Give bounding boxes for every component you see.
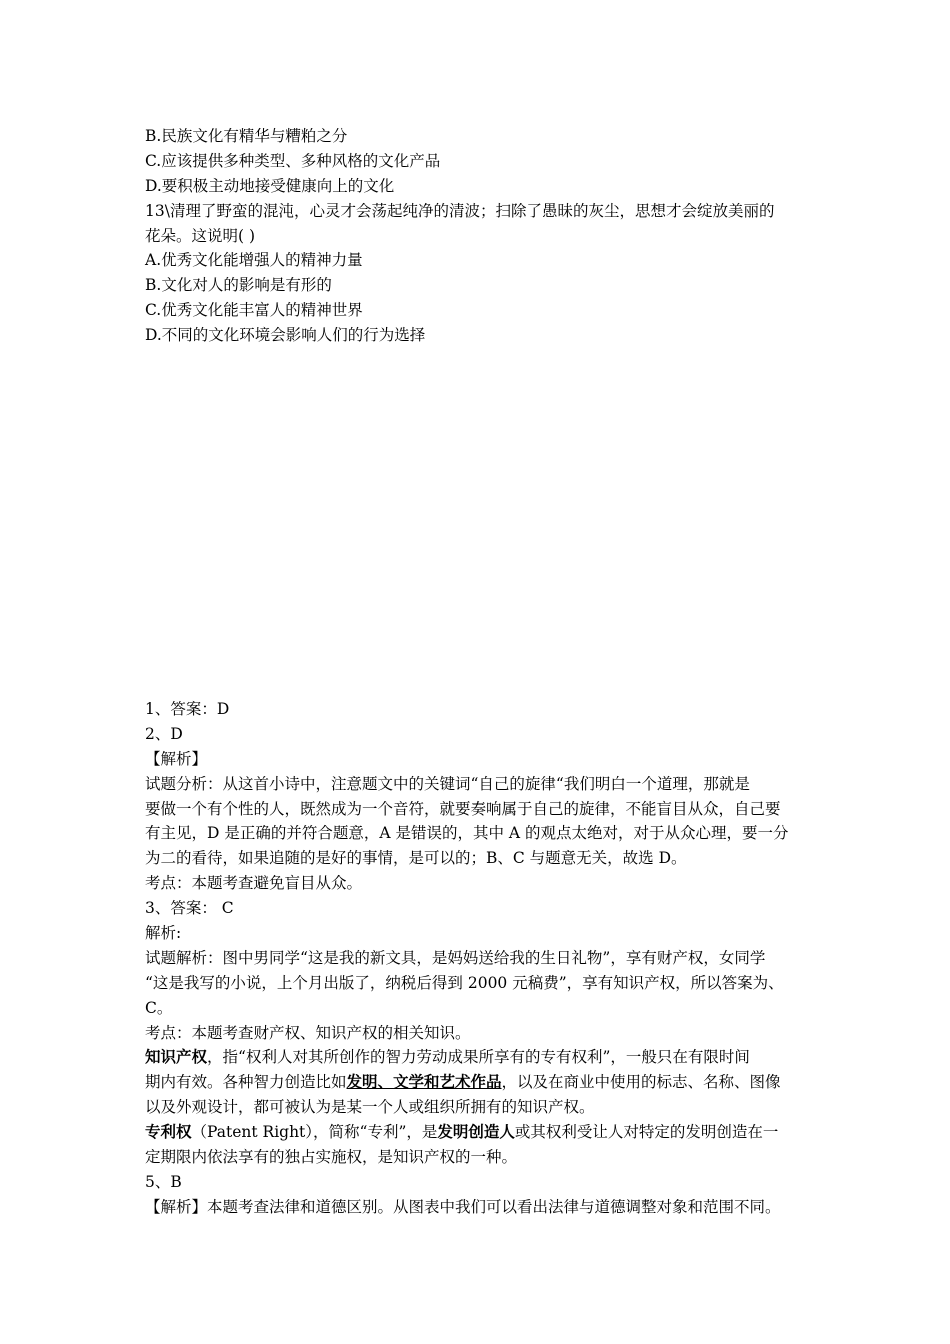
question-block bbox=[145, 124, 815, 348]
option-line: B.文化对人的影响是有形的 bbox=[145, 276, 332, 295]
question-13-stem: 13\清理了野蛮的混沌，心灵才会荡起纯净的清波；扫除了愚昧的灰尘，思想才会绽放美丽的 bbox=[145, 201, 775, 220]
answers-block bbox=[145, 697, 815, 1220]
answer-3: 3、答案： C bbox=[145, 899, 234, 918]
ip-definition-line-1 bbox=[145, 1045, 815, 1070]
answer-2-analysis-line: 为二的看待，如果追随的是好的事情，是可以的；B、C 与题意无关，故选 D。 bbox=[145, 849, 687, 868]
answer-3-analysis-line: 试题解析：图中男同学“这是我的新文具，是妈妈送给我的生日礼物”，享有财产权，女同学 bbox=[145, 948, 766, 967]
answer-5-jiexi bbox=[145, 1195, 815, 1220]
answer-3-jiexi-label: 解析: bbox=[145, 924, 182, 943]
answer-2: 2、D bbox=[145, 724, 183, 743]
invention-literature-art-link[interactable]: 发明、文学和艺术作品 bbox=[346, 1072, 502, 1092]
answer-2-analysis-line: 要做一个有个性的人，既然成为一个音符，就要奏响属于自己的旋律，不能盲目从众，自己要 bbox=[145, 799, 781, 818]
patent-definition-text: 或其权利受让人对特定的发明创造在一 bbox=[514, 1123, 779, 1142]
answer-5-jiexi-text: 本题考查法律和道德区别。从图表中我们可以看出法律与道德调整对象和范围不同。 bbox=[207, 1197, 781, 1216]
answer-2-analysis-line: 有主见，D 是正确的并符合题意，A 是错误的，其中 A 的观点太绝对，对于从众心理，要一分 bbox=[145, 824, 789, 843]
ip-definition-text: ，指“权利人对其所创作的智力劳动成果所享有的专有权利”，一般只在有限时间 bbox=[207, 1048, 750, 1067]
patent-definition-line-2: 定期限内依法享有的独占实施权，是知识产权的一种。 bbox=[145, 1148, 518, 1167]
option-line: C.优秀文化能丰富人的精神世界 bbox=[145, 301, 363, 320]
answer-2-analysis-line: 试题分析：从这首小诗中，注意题文中的关键词“自己的旋律“我们明白一个道理，那就是 bbox=[145, 774, 750, 793]
ip-term: 知识产权 bbox=[145, 1047, 208, 1067]
ip-definition-line-3: 以及外观设计，都可被认为是某一个人或组织所拥有的知识产权。 bbox=[145, 1098, 595, 1117]
answer-5: 5、B bbox=[145, 1172, 182, 1191]
patent-definition-line-1 bbox=[145, 1120, 815, 1145]
answer-1: 1、答案：D bbox=[145, 700, 230, 718]
answer-2-kaodian: 考点：本题考查避免盲目从众。 bbox=[145, 874, 363, 893]
answer-3-analysis-line: “这是我写的小说，上个月出版了，纳税后得到 2000 元稿费”，享有知识产权，所以答案为、 bbox=[145, 973, 784, 992]
ip-definition-text: ，以及在商业中使用的标志、名称、图像 bbox=[501, 1073, 781, 1092]
option-line: D.要积极主动地接受健康向上的文化 bbox=[145, 176, 395, 195]
option-line: D.不同的文化环境会影响人们的行为选择 bbox=[145, 326, 426, 345]
patent-definition-text: （Patent Right），简称“专利”，是 bbox=[191, 1123, 438, 1142]
option-line: B.民族文化有精华与糟粕之分 bbox=[145, 127, 348, 145]
answer-3-kaodian: 考点：本题考查财产权、知识产权的相关知识。 bbox=[145, 1023, 471, 1042]
ip-definition-text: 期内有效。各种智力创造比如 bbox=[145, 1073, 347, 1092]
option-line: A.优秀文化能增强人的精神力量 bbox=[145, 251, 363, 270]
question-13-stem-cont: 花朵。这说明( ) bbox=[145, 226, 256, 245]
answer-5-jiexi-label: 【解析】 bbox=[145, 1197, 208, 1216]
option-line: C.应该提供多种类型、多种风格的文化产品 bbox=[145, 151, 441, 170]
ip-definition-line-2 bbox=[145, 1070, 815, 1095]
inventor-term: 发明创造人 bbox=[437, 1122, 515, 1142]
patent-term: 专利权 bbox=[145, 1122, 192, 1142]
answer-3-analysis-line: C。 bbox=[145, 998, 173, 1017]
answer-2-jiexi-label: 【解析】 bbox=[145, 749, 208, 768]
